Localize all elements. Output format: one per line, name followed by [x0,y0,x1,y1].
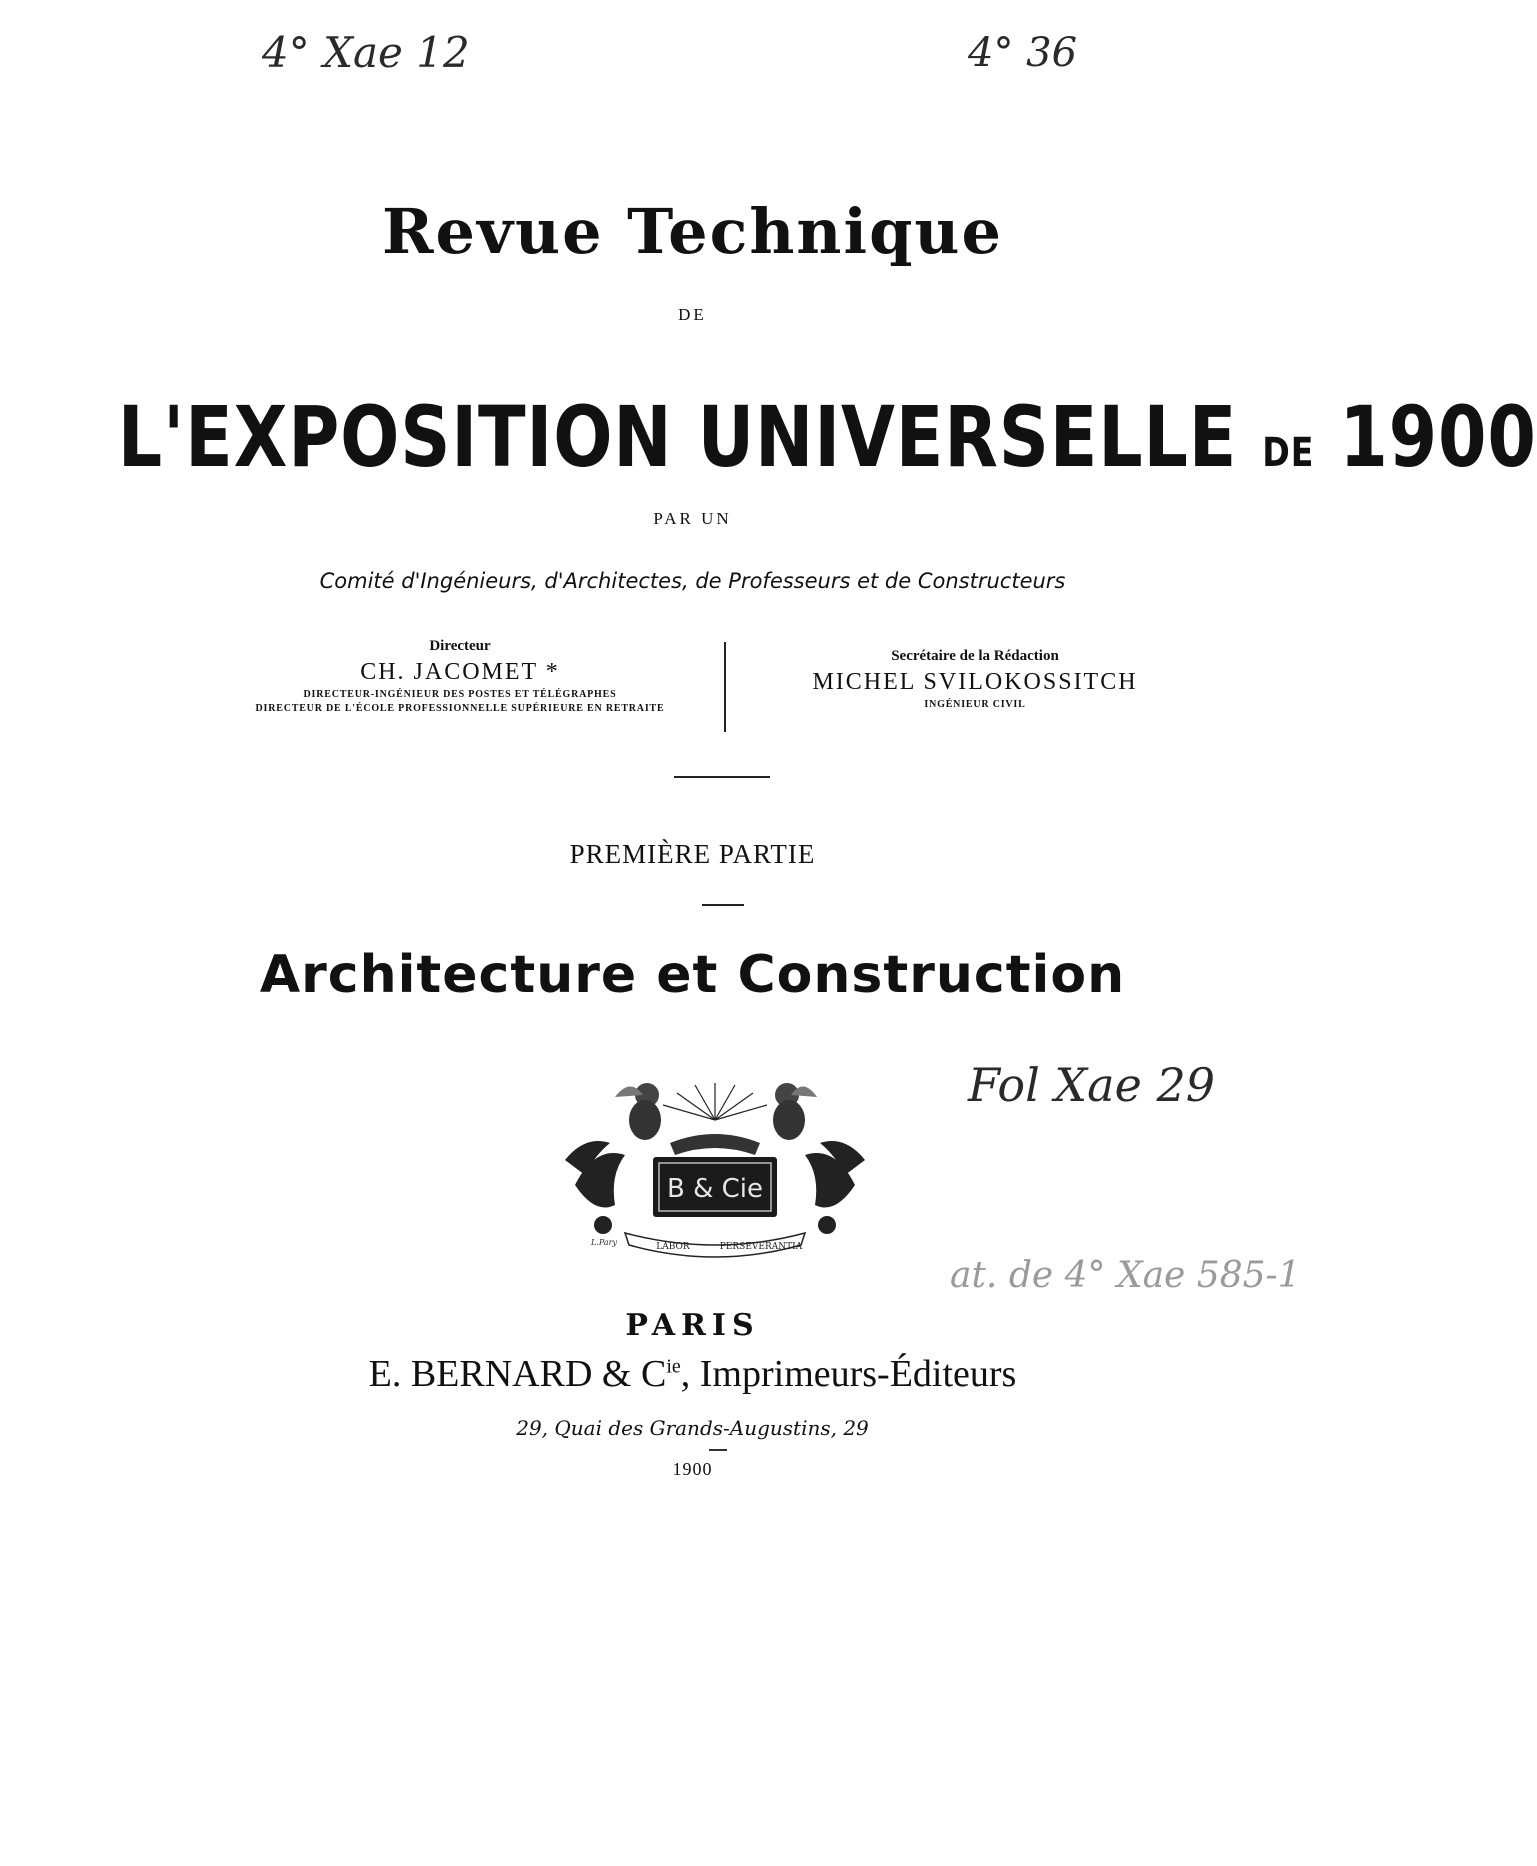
secretary-title: INGÉNIEUR CIVIL [924,699,1026,710]
title-exposition [117,388,1537,486]
handwritten-note-right-lower: at. de 4° Xae 585-1 [950,1255,1301,1296]
handwritten-shelfmark-top-right: 4° 36 [968,30,1078,76]
director-block [240,638,680,714]
handwritten-shelfmark-top-left: 4° Xae 12 [262,28,470,77]
director-name: CH. JACOMET * [360,659,560,685]
vertical-divider [724,642,726,732]
part-heading: PREMIÈRE PARTIE [569,839,816,869]
motto-right: PERSEVERANTIA [719,1242,803,1252]
motto-left: LABOR [656,1242,690,1252]
par-un: PAR UN [653,509,732,528]
publisher-sup: ie [666,1355,681,1378]
horizontal-rule [674,776,770,778]
publisher-emblem [555,1065,875,1265]
engraver-signature: L.Pary [591,1238,617,1247]
secretary-role: Secrétaire de la Rédaction [891,648,1059,664]
imprint-publisher [0,1352,1385,1396]
horizontal-rule-short [702,904,744,906]
cherub-left-icon [615,1083,661,1140]
title-de: DE [678,305,707,324]
director-title-2: DIRECTEUR DE L'ÉCOLE PROFESSIONNELLE SUPÉRIEURE EN RETRAITE [255,703,665,714]
section-title: Architecture et Construction [259,945,1126,1005]
title-revue: Revue Technique [382,195,1003,268]
secretary-name: MICHEL SVILOKOSSITCH [812,669,1138,695]
imprint-city: PARIS [625,1308,760,1343]
title-exposition-text: L'EXPOSITION UNIVERSELLE [117,388,1238,486]
foliage-right-icon [805,1141,865,1234]
foliage-left-icon [565,1141,625,1234]
sun-rays-icon [663,1083,767,1120]
monogram-text: B & Cie [666,1174,764,1204]
cherub-right-icon [773,1083,817,1140]
imprint-year: 1900 [672,1459,713,1479]
title-year: 1900 [1339,388,1537,486]
publisher-name: E. BERNARD & C [368,1353,667,1395]
title-de-small: DE [1262,430,1315,476]
publisher-role: , Imprimeurs-Éditeurs [680,1353,1017,1395]
director-role: Directeur [429,638,491,654]
horizontal-rule-tiny [709,1449,727,1451]
imprint-address: 29, Quai des Grands-Augustins, 29 [516,1416,869,1440]
committee-line: Comité d'Ingénieurs, d'Architectes, de Professeurs et de Constructeurs [319,569,1066,593]
handwritten-shelfmark-right-mid: Fol Xae 29 [968,1058,1215,1112]
secretary-block [750,648,1200,710]
director-title-1: DIRECTEUR-INGÉNIEUR DES POSTES ET TÉLÉGRAPHES [303,689,617,700]
